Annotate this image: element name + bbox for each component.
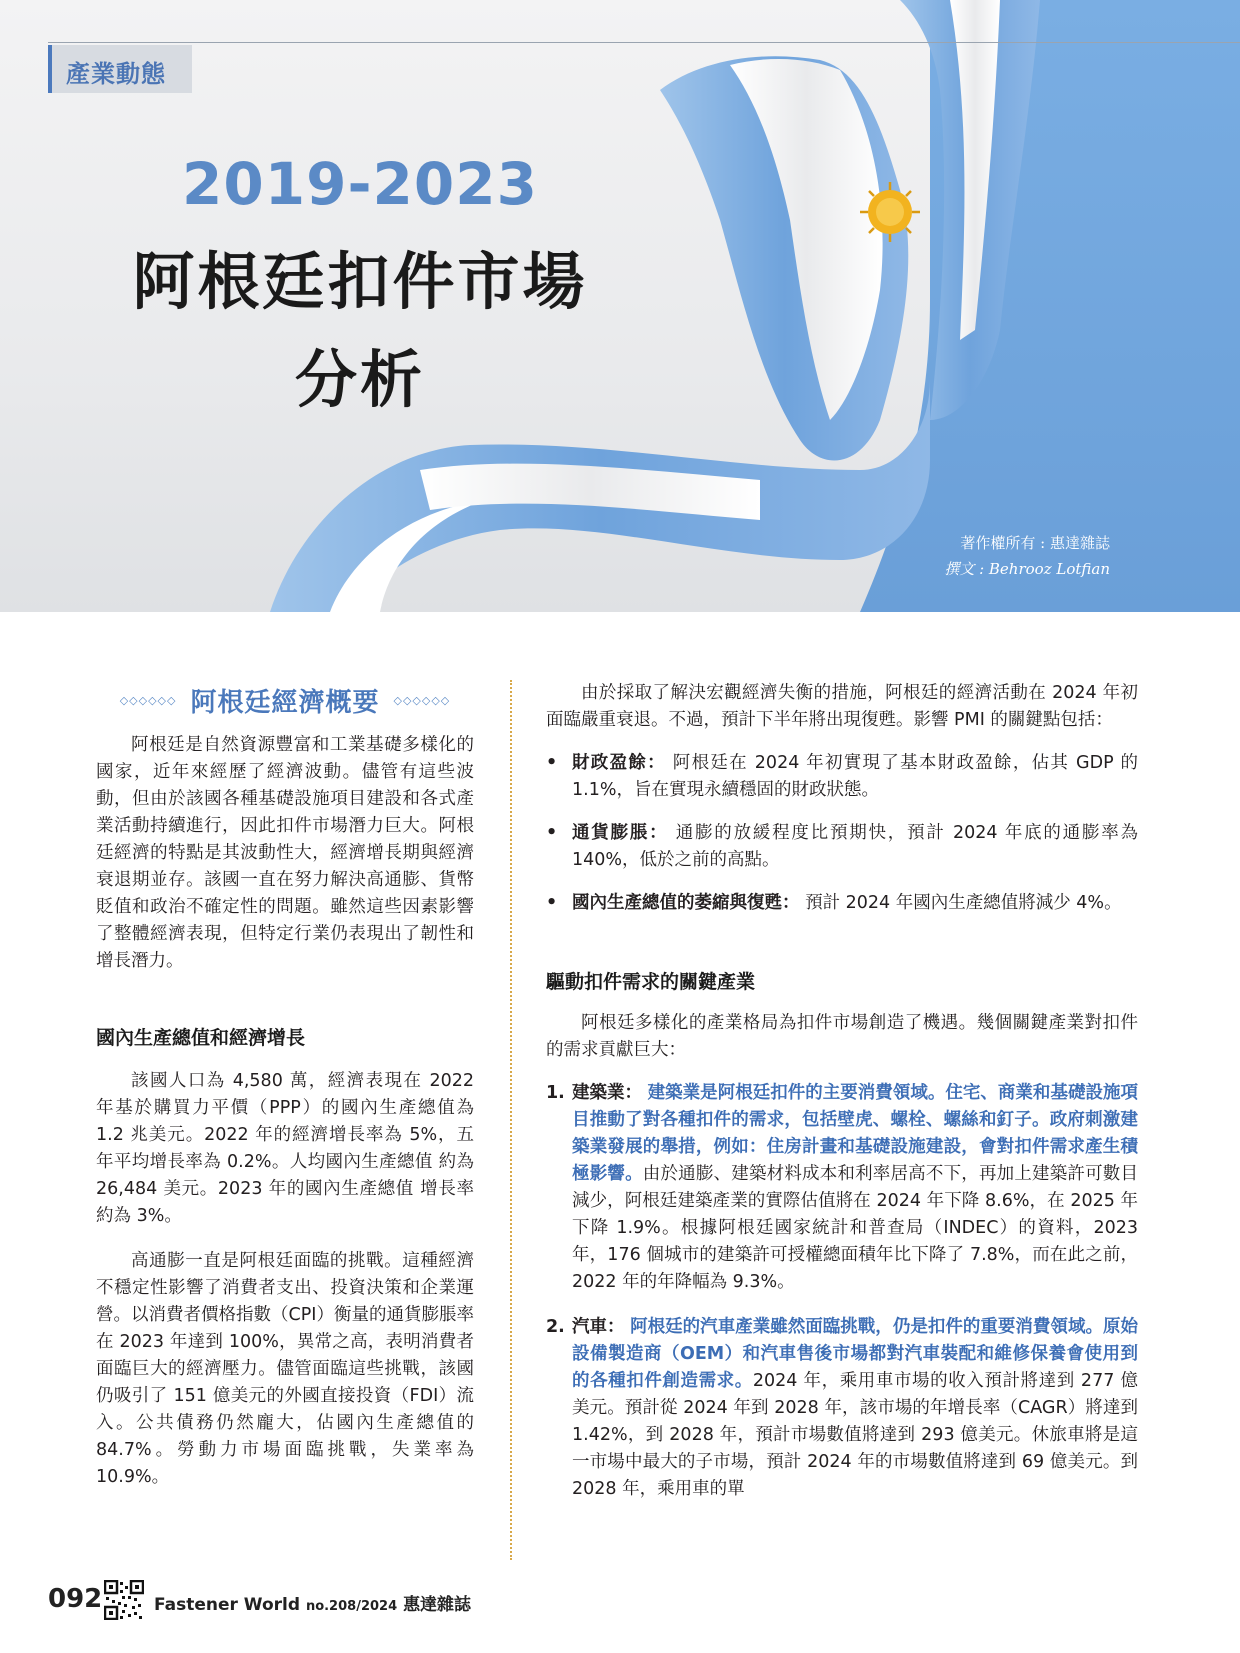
gdp-paragraph-1: 該國人口為 4,580 萬，經濟表現在 2022 年基於購買力平價（PPP）的國內生產總值為 1.2 兆美元。2022 年的經濟增長率為 5%，五年平均增長率為 0.2%。人均國內生產總值 約為 26,484 美元。2023 年的國內生產總值 增長率約為 3%。 [96,1071,474,1226]
section-tag-label: 產業動態 [66,60,166,88]
magazine-name: 惠達雜誌 [403,1595,472,1615]
header-rule [48,42,1240,43]
page-title-line2: 分析 [294,343,425,416]
article-credits [944,530,1110,582]
qr-code-icon [104,1580,144,1620]
item-text: 由於通膨、建築材料成本和利率居高不下，再加上建築許可數目減少，阿根廷建築產業的實際估值將在 2024 年下降 8.6%，在 2025 年下降 1.9%。根據阿根廷國家統計和普查局（INDEC）的資料，2023 年，176 個城市的建築許可授權總面積年比下降了 7.8%，而在此之前，2022 年的年降幅為 9.3%。 [572,1164,1139,1292]
bullet-text: 通膨的放緩程度比預期快，預計 2024 年底的通膨率為 140%，低於之前的高點。 [572,823,1138,870]
gdp-heading: 國內生產總值和經濟增長 [96,1027,306,1049]
bullet-label: 國內生產總值的萎縮與復甦： [572,893,800,913]
pmi-bullet-list [546,750,1138,917]
hero-banner [0,0,1240,612]
left-column [96,732,474,1491]
list-item [546,890,1138,917]
bullet-label: 通貨膨脹： [572,823,669,843]
industries-intro: 阿根廷多樣化的產業格局為扣件市場創造了機遇。幾個關鍵產業對扣件的需求貢獻巨大： [546,1013,1138,1060]
item-highlight: 阿根廷的汽車產業雖然面臨挑戰，仍是扣件的重要消費領域。原始設備製造商（OEM）和汽車售後市場都對汽車裝配和維修保養會使用到的各種扣件創造需求。 [572,1317,1138,1391]
industries-heading: 驅動扣件需求的關鍵產業 [546,971,756,993]
magazine-brand [154,1590,471,1615]
overview-heading [96,680,474,720]
item-label: 汽車： [572,1317,625,1337]
list-item [546,750,1138,804]
section-tag [48,45,192,93]
item-number: 1. [546,1083,565,1103]
issue-number: no.208/2024 [305,1599,398,1614]
author-byline: 撰文 : Behrooz Lotfian [944,560,1110,578]
bullet-dot-icon: • [546,893,558,913]
bullet-text: 阿根廷在 2024 年初實現了基本財政盈餘，佔其 GDP 的 1.1%，旨在實現永續穩固的財政狀態。 [572,753,1138,800]
overview-heading-text: 阿根廷經濟概要 [190,687,380,718]
intro-paragraph: 阿根廷是自然資源豐富和工業基礎多樣化的國家，近年來經歷了經濟波動。儘管有這些波動，但由於該國各種基礎設施項目建設和各式產業活動持續進行，因此扣件市場潛力巨大。阿根廷經濟的特點是其波動性大，經濟增長期與經濟衰退期並存。該國一直在努力解決高通膨、貨幣貶值和政治不確定性的問題。雖然這些因素影響了整體經濟表現，但特定行業仍表現出了韌性和增長潛力。 [96,735,474,971]
diamond-ornament-right: ◇◇◇◇◇◇ [393,693,451,707]
sun-of-may-icon [860,182,920,242]
page-footer [48,1580,648,1630]
item-text: 2024 年，乘用車市場的收入預計將達到 277 億美元。預計從 2024 年到 2028 年，該市場的年增長率（CAGR）將達到 1.42%，到 2028 年，預計市場數值將達到 293 億美元。休旅車將是這一市場中最大的子市場，預計 2024 年的市場數值將達到 69 億美元。到 2028 年，乘用車的單 [572,1371,1138,1499]
list-item [546,820,1138,874]
bullet-label: 財政盈餘： [572,753,666,773]
item-number: 2. [546,1317,565,1337]
item-highlight: 建築業是阿根廷扣件的主要消費領域。住宅、商業和基礎設施項目推動了對各種扣件的需求，包括壁虎、螺栓、螺絲和釘子。政府刺激建築業發展的舉措，例如：住房計畫和基礎設施建設，會對扣件需求產生積極影響。 [572,1083,1138,1184]
copyright-notice: 著作權所有 : 惠達雜誌 [960,534,1110,552]
brand-name: Fastener World [154,1595,301,1615]
pmi-intro: 由於採取了解決宏觀經濟失衡的措施，阿根廷的經濟活動在 2024 年初面臨嚴重衰退。不過，預計下半年將出現復甦。影響 PMI 的關鍵點包括： [546,683,1138,730]
column-divider [510,680,512,1560]
title-year: 2019-2023 [182,150,538,218]
page-number: 092 [48,1584,103,1614]
bullet-dot-icon: • [546,823,558,843]
gdp-paragraph-2: 高通膨一直是阿根廷面臨的挑戰。這種經濟不穩定性影響了消費者支出、投資決策和企業運營。以消費者價格指數（CPI）衡量的通貨膨脹率在 2023 年達到 100%，異常之高，表明消費者面臨巨大的經濟壓力。儘管面臨這些挑戰，該國仍吸引了 151 億美元的外國直接投資（FDI）流入。公共債務仍然龐大，佔國內生產總值的 84.7%。勞動力市場面臨挑戰，失業率為 10.9%。 [96,1251,474,1487]
bullet-dot-icon: • [546,753,558,773]
industry-item-construction [546,1080,1138,1296]
industry-item-automotive [546,1314,1138,1503]
diamond-ornament-left: ◇◇◇◇◇◇ [119,693,177,707]
right-column [546,680,1138,1503]
bullet-text: 預計 2024 年國內生產總值將減少 4%。 [805,893,1122,913]
page-title-line1: 阿根廷扣件市場 [132,245,588,318]
item-label: 建築業： [572,1083,643,1103]
